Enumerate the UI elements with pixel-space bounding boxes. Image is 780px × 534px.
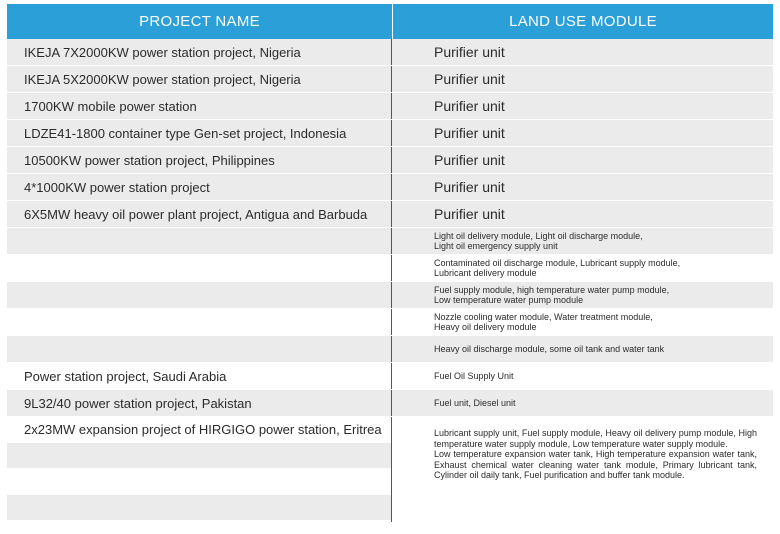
empty-cell (7, 443, 391, 469)
table-row (7, 120, 773, 147)
project-cell (7, 282, 392, 308)
project-cell: 1700KW mobile power station (7, 93, 392, 119)
table-row (7, 255, 773, 282)
table-row (7, 309, 773, 336)
module-cell: Fuel Oil Supply Unit (434, 371, 514, 381)
table-row (7, 93, 773, 120)
project-cell (7, 309, 392, 335)
module-cell: Light oil delivery module, Light oil discharge module, Light oil emergency supply unit (434, 231, 643, 251)
project-cell: IKEJA 7X2000KW power station project, Nigeria (7, 39, 392, 65)
module-cell: Purifier unit (434, 125, 505, 141)
module-cell: Purifier unit (434, 152, 505, 168)
module-cell: Purifier unit (434, 98, 505, 114)
module-cell: Purifier unit (434, 206, 505, 222)
table-row (7, 66, 773, 93)
table-row (7, 390, 773, 417)
table-row (7, 363, 773, 390)
table-header (7, 4, 773, 39)
module-cell: Fuel supply module, high temperature water pump module, Low temperature water pump module (434, 285, 670, 305)
project-cell: LDZE41-1800 container type Gen-set project, Indonesia (7, 120, 392, 146)
module-cell-multi: Lubricant supply unit, Fuel supply module, Heavy oil delivery pump module, High temperature water supply module, Low temperature water supply module. Low temperature expansion water tank, High temperature expansion water tank, Exhaust chemical water cleaning water tank module, Primary lubricant tank, Cylinder oil daily tank, Fuel purification and buffer tank module. (392, 417, 773, 522)
table-row (7, 201, 773, 228)
table-row-last (7, 417, 773, 522)
module-cell: Purifier unit (434, 44, 505, 60)
project-cell (7, 336, 392, 362)
module-cell: Heavy oil discharge module, some oil tank and water tank (434, 344, 665, 354)
table-row (7, 228, 773, 255)
module-cell: Purifier unit (434, 71, 505, 87)
header-project-name: PROJECT NAME (7, 4, 393, 39)
project-cell (7, 228, 392, 254)
module-cell: Contaminated oil discharge module, Lubricant supply module, Lubricant delivery module (434, 258, 681, 278)
module-cell: Purifier unit (434, 179, 505, 195)
table-row (7, 39, 773, 66)
module-cell: Nozzle cooling water module, Water treatment module, Heavy oil delivery module (434, 312, 653, 332)
module-cell: Fuel unit, Diesel unit (434, 398, 516, 408)
project-cell: 4*1000KW power station project (7, 174, 392, 200)
projects-table (7, 4, 773, 522)
table-row (7, 336, 773, 363)
project-cell (7, 255, 392, 281)
project-cell: IKEJA 5X2000KW power station project, Nigeria (7, 66, 392, 92)
empty-cell (7, 469, 391, 495)
empty-cell (7, 495, 391, 521)
header-land-use-module: LAND USE MODULE (509, 13, 657, 30)
table-row (7, 282, 773, 309)
project-cell: 2x23MW expansion project of HIRGIGO power station, Eritrea (7, 417, 391, 443)
table-row (7, 174, 773, 201)
project-cell: Power station project, Saudi Arabia (7, 363, 392, 389)
project-cell: 9L32/40 power station project, Pakistan (7, 390, 392, 416)
project-cell: 10500KW power station project, Philippines (7, 147, 392, 173)
table-row (7, 147, 773, 174)
project-cell: 6X5MW heavy oil power plant project, Antigua and Barbuda (7, 201, 392, 227)
